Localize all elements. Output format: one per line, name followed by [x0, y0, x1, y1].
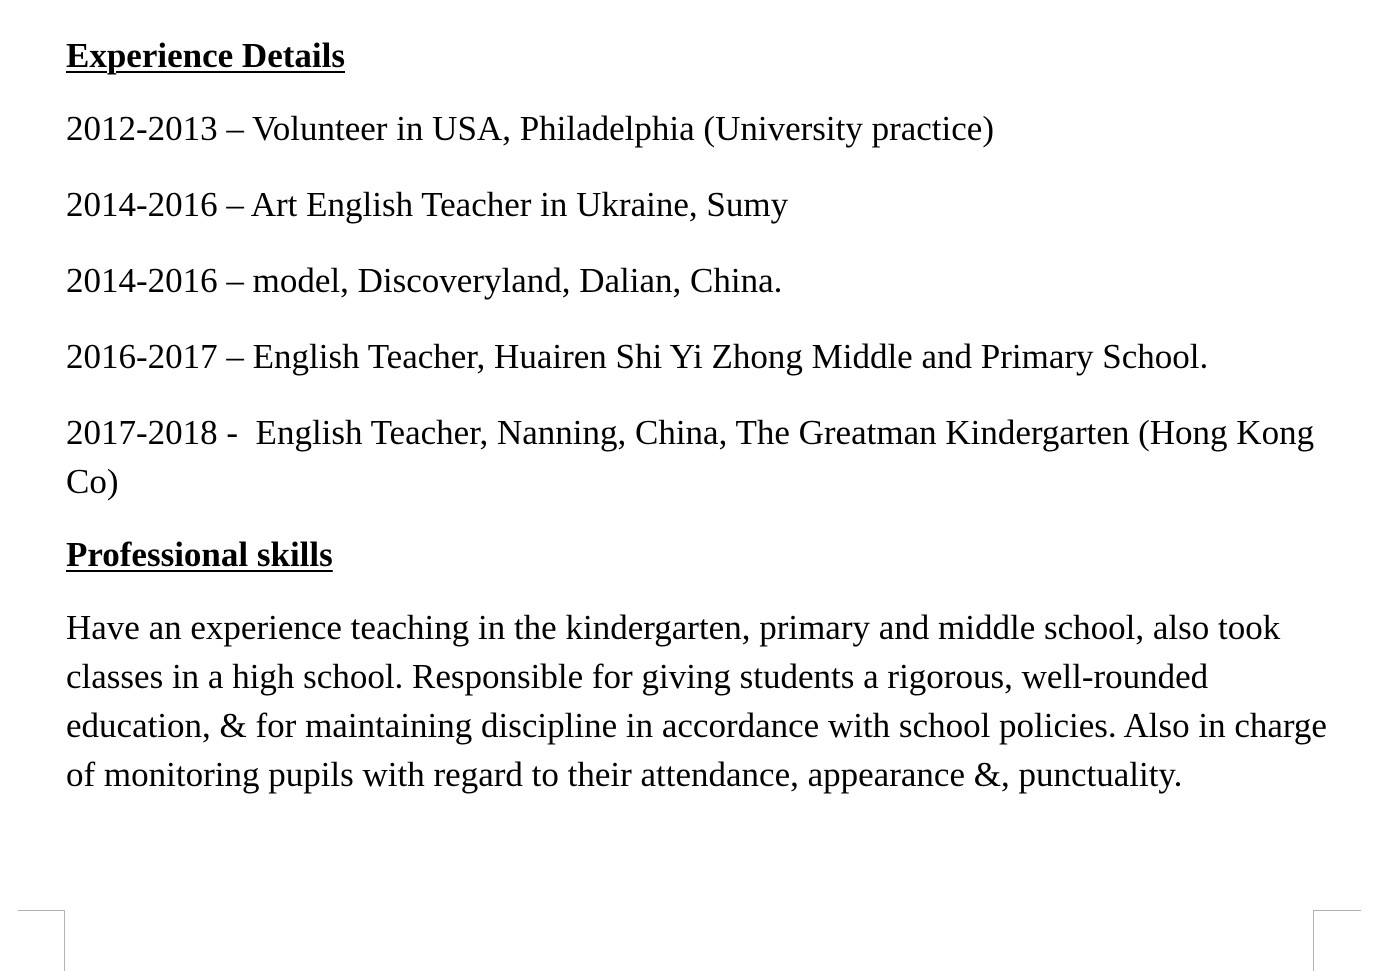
experience-entry: 2014-2016 – Art English Teacher in Ukraine, Sumy: [66, 185, 789, 224]
skills-heading: Professional skills: [66, 535, 333, 574]
experience-entry: 2012-2013 – Volunteer in USA, Philadelphia (University practice): [66, 109, 994, 148]
experience-entry: 2014-2016 – model, Discoveryland, Dalian, China.: [66, 261, 783, 300]
skills-paragraph: Have an experience teaching in the kindergarten, primary and middle school, also took classes in a high school. Responsible for giving students a rigorous, well-rounded education, & for maintaining discipline in accordance with school policies. Also in charge of monitoring pupils with regard to their attendance, appearance &, punctuality.: [66, 608, 1327, 794]
experience-entry: 2017-2018 - English Teacher, Nanning, China, The Greatman Kindergarten (Hong Kong Co): [66, 413, 1323, 501]
document-body: [66, 34, 1331, 799]
page-corner-mark-left: [18, 910, 65, 971]
page-corner-mark-right: [1313, 910, 1361, 971]
experience-heading: Experience Details: [66, 36, 345, 75]
experience-entry: 2016-2017 – English Teacher, Huairen Shi Yi Zhong Middle and Primary School.: [66, 337, 1209, 376]
